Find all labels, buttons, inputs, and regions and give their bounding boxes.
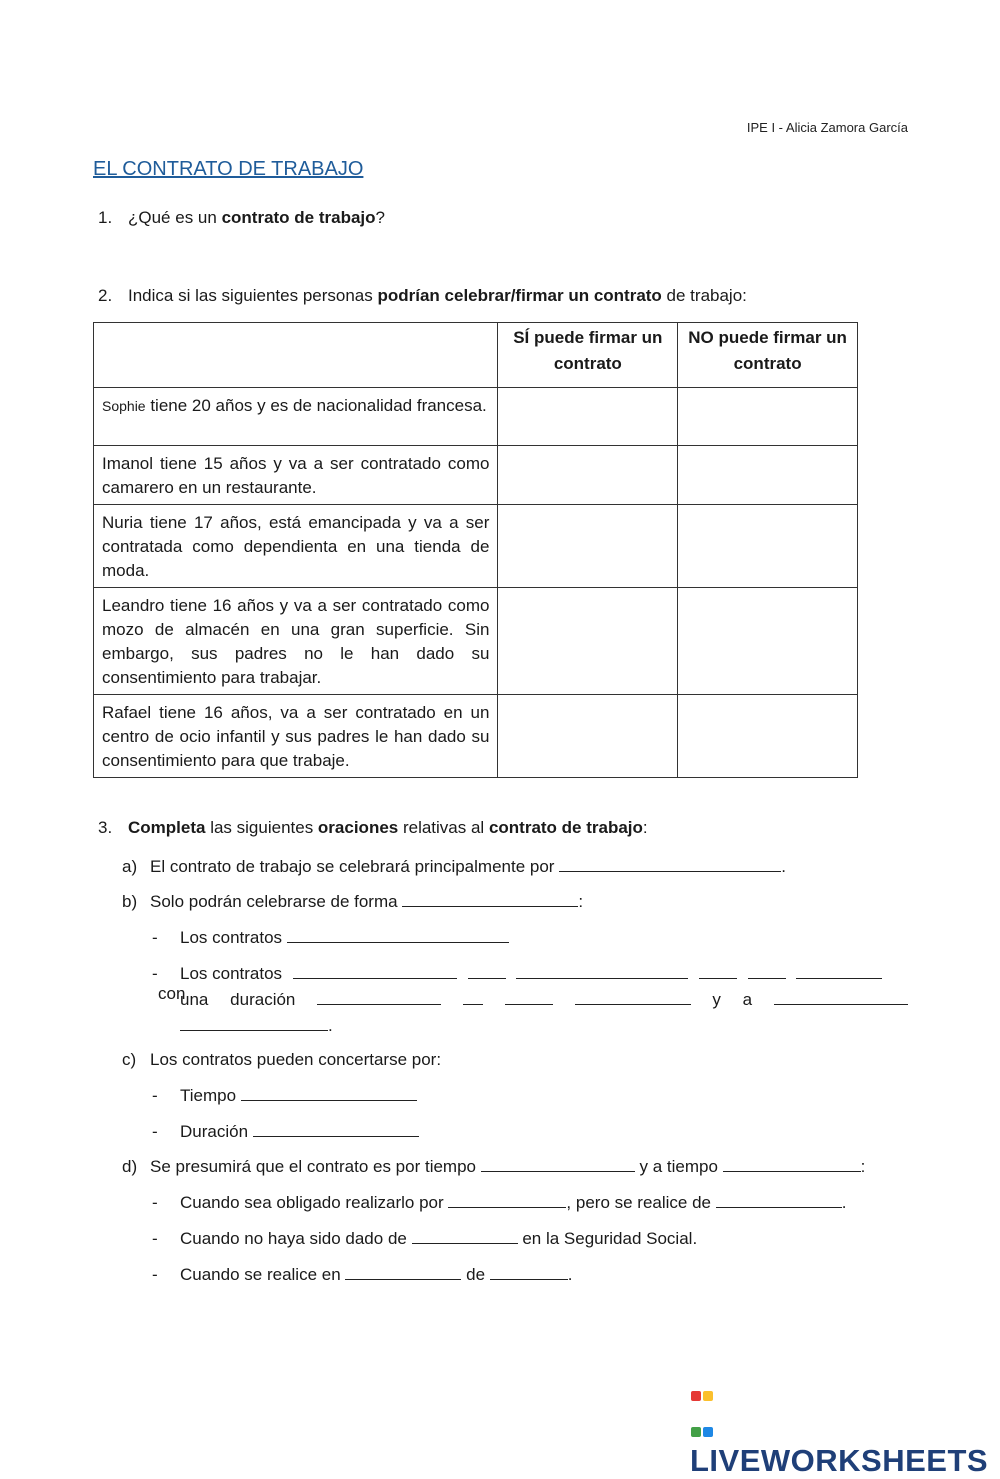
blank-field[interactable] bbox=[448, 1193, 566, 1208]
row-description: Leandro tiene 16 años y va a ser contratado como mozo de almacén en una gran superficie. Sin embargo, sus padres no le han dado su consentimiento para trabajar. bbox=[94, 588, 498, 695]
sub-item bbox=[152, 1086, 417, 1106]
liveworksheets-logo bbox=[690, 1374, 1000, 1479]
row-description: Nuria tiene 17 años, está emancipada y va a ser contratada como dependienta en una tienda de moda. bbox=[94, 505, 498, 588]
sub-text: Cuando se realice en bbox=[180, 1265, 341, 1284]
dash: - bbox=[152, 1122, 158, 1141]
q2-text: Indica si las siguientes personas bbox=[128, 286, 378, 305]
dash: - bbox=[152, 928, 158, 947]
header-author: IPE I - Alicia Zamora García bbox=[746, 120, 908, 135]
q3-bold-2: oraciones bbox=[317, 818, 399, 837]
blank-field[interactable] bbox=[575, 990, 691, 1005]
header-yes: SÍ puede firmar un contrato bbox=[498, 323, 678, 388]
item-text: Se presumirá que el contrato es por tiempo bbox=[150, 1157, 477, 1176]
answer-cell-yes[interactable] bbox=[498, 695, 678, 778]
sub-item-continuation bbox=[180, 1016, 333, 1036]
blank-field[interactable] bbox=[345, 1265, 461, 1280]
sub-text: Duración bbox=[180, 1122, 249, 1141]
q1-end: ? bbox=[375, 208, 385, 227]
contract-eligibility-table bbox=[93, 322, 858, 778]
blank-field[interactable] bbox=[481, 1157, 635, 1172]
q2-end: de trabajo: bbox=[661, 286, 747, 305]
question-number: 2. bbox=[98, 286, 113, 305]
sub-item bbox=[152, 1265, 573, 1285]
punctuation: . bbox=[781, 857, 786, 876]
sub-item bbox=[152, 1229, 697, 1249]
duracion-word: duración bbox=[230, 990, 296, 1009]
question-1 bbox=[98, 208, 385, 228]
q3-text-2: relativas al bbox=[398, 818, 489, 837]
q3-bold-3: contrato de trabajo bbox=[488, 818, 643, 837]
sub-text-2: en la Seguridad Social. bbox=[522, 1229, 698, 1248]
blank-field[interactable] bbox=[402, 892, 578, 907]
logo-square bbox=[703, 1427, 713, 1437]
table-row bbox=[94, 505, 858, 588]
blank-field[interactable] bbox=[748, 964, 786, 979]
item-d bbox=[122, 1157, 865, 1177]
answer-cell-no[interactable] bbox=[678, 446, 858, 505]
q3-text-1: las siguientes bbox=[205, 818, 318, 837]
blank-field[interactable] bbox=[716, 1193, 842, 1208]
item-text: Solo podrán celebrarse de forma bbox=[150, 892, 398, 911]
item-letter: c) bbox=[122, 1050, 137, 1069]
item-letter: d) bbox=[122, 1157, 138, 1176]
a-word: a bbox=[742, 990, 753, 1009]
blank-field[interactable] bbox=[241, 1086, 417, 1101]
sub-text: Cuando sea obligado realizarlo por bbox=[180, 1193, 444, 1212]
q1-bold: contrato de trabajo bbox=[221, 208, 376, 227]
y-word: y bbox=[712, 990, 721, 1009]
blank-field[interactable] bbox=[468, 964, 506, 979]
sub-text-2: de bbox=[466, 1265, 486, 1284]
blank-field[interactable] bbox=[774, 990, 908, 1005]
sub-text: Tiempo bbox=[180, 1086, 237, 1105]
row-text: tiene 20 años y es de nacionalidad francesa. bbox=[145, 396, 487, 415]
dash: - bbox=[152, 1086, 158, 1105]
blank-field[interactable] bbox=[463, 990, 483, 1005]
logo-square bbox=[703, 1391, 713, 1401]
answer-cell-yes[interactable] bbox=[498, 446, 678, 505]
sub-item-continuation bbox=[180, 990, 908, 1010]
sub-item bbox=[152, 928, 509, 948]
blank-field[interactable] bbox=[180, 1016, 328, 1031]
q2-bold: podrían celebrar/firmar un contrato bbox=[377, 286, 662, 305]
question-number: 1. bbox=[98, 208, 113, 227]
blank-field[interactable] bbox=[796, 964, 882, 979]
sub-item bbox=[152, 1122, 419, 1142]
item-b bbox=[122, 892, 583, 912]
blank-field[interactable] bbox=[699, 964, 737, 979]
blank-field[interactable] bbox=[412, 1229, 518, 1244]
item-text: El contrato de trabajo se celebrará principalmente por bbox=[150, 857, 555, 876]
logo-square bbox=[691, 1391, 701, 1401]
q3-bold-1: Completa bbox=[128, 818, 206, 837]
table-corner-cell bbox=[94, 323, 498, 388]
logo-text: LIVEWORKSHEETS bbox=[690, 1443, 989, 1478]
question-number: 3. bbox=[98, 818, 113, 837]
row-description: Rafael tiene 16 años, va a ser contratado en un centro de ocio infantil y sus padres le han dado su consentimiento para que trabaje. bbox=[94, 695, 498, 778]
punctuation: . bbox=[567, 1265, 573, 1284]
sub-text-2: , pero se realice de bbox=[566, 1193, 712, 1212]
person-name: Sophie bbox=[102, 398, 146, 414]
answer-cell-no[interactable] bbox=[678, 505, 858, 588]
item-text-2: y a tiempo bbox=[639, 1157, 718, 1176]
item-a bbox=[122, 857, 786, 877]
logo-square bbox=[691, 1427, 701, 1437]
item-letter: b) bbox=[122, 892, 138, 911]
answer-cell-no[interactable] bbox=[678, 388, 858, 446]
con-word: con bbox=[158, 984, 186, 1003]
dash: - bbox=[152, 964, 158, 983]
dash: - bbox=[152, 1265, 158, 1284]
blank-field[interactable] bbox=[559, 857, 781, 872]
blank-field[interactable] bbox=[505, 990, 553, 1005]
answer-cell-yes[interactable] bbox=[498, 588, 678, 695]
answer-cell-yes[interactable] bbox=[498, 505, 678, 588]
header-no: NO puede firmar un contrato bbox=[678, 323, 858, 388]
punctuation: : bbox=[578, 892, 584, 911]
dash: - bbox=[152, 1193, 158, 1212]
sub-text: Cuando no haya sido dado de bbox=[180, 1229, 407, 1248]
table-row bbox=[94, 695, 858, 778]
q3-text-3: : bbox=[642, 818, 648, 837]
table-row bbox=[94, 588, 858, 695]
table-row bbox=[94, 388, 858, 446]
blank-field[interactable] bbox=[516, 964, 688, 979]
row-description bbox=[94, 388, 498, 446]
question-3 bbox=[98, 818, 648, 838]
row-description: Imanol tiene 15 años y va a ser contratado como camarero en un restaurante. bbox=[94, 446, 498, 505]
dash: - bbox=[152, 1229, 158, 1248]
q1-text: ¿Qué es un bbox=[128, 208, 222, 227]
blank-field[interactable] bbox=[490, 1265, 568, 1280]
question-2 bbox=[98, 286, 747, 306]
punctuation: : bbox=[860, 1157, 866, 1176]
punctuation: . bbox=[841, 1193, 847, 1212]
blank-field[interactable] bbox=[723, 1157, 861, 1172]
blank-field[interactable] bbox=[287, 928, 509, 943]
punctuation: . bbox=[328, 1016, 333, 1035]
sub-text: Los contratos bbox=[180, 928, 283, 947]
answer-cell-yes[interactable] bbox=[498, 388, 678, 446]
item-letter: a) bbox=[122, 857, 138, 876]
page-title: EL CONTRATO DE TRABAJO bbox=[93, 158, 364, 180]
blank-field[interactable] bbox=[317, 990, 441, 1005]
sub-item bbox=[152, 1193, 846, 1213]
item-text: Los contratos pueden concertarse por: bbox=[150, 1050, 442, 1069]
answer-cell-no[interactable] bbox=[678, 588, 858, 695]
sub-text: Los contratos bbox=[180, 964, 283, 983]
item-c bbox=[122, 1050, 441, 1070]
una-word: una bbox=[180, 990, 209, 1009]
blank-field[interactable] bbox=[293, 964, 457, 979]
logo-icon bbox=[690, 1374, 714, 1400]
answer-cell-no[interactable] bbox=[678, 695, 858, 778]
blank-field[interactable] bbox=[253, 1122, 419, 1137]
table-row bbox=[94, 446, 858, 505]
